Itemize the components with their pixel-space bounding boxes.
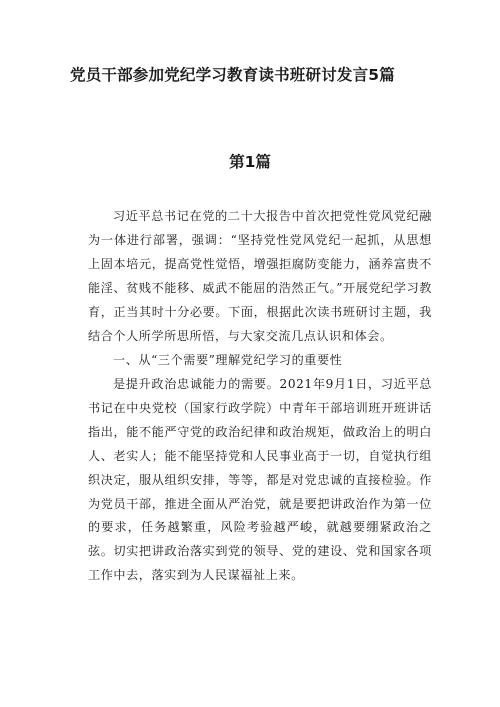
section-heading: 第1篇 — [229, 153, 271, 171]
paragraph-political-loyalty: 是提升政治忠诚能力的需要。2021年9月1日，习近平总书记在中央党校（国家行政学院）中青年干部培训班开班讲话指出，能不能严守党的政治纪律和政治规矩，做政治上的明白人、老实人；能不能坚持党和人民事业高于一切，自觉执行组织决定，服从组织安排，等等，都是对党忠诚的直接检验。作为党员干部，推进全面从严治党，就是要把讲政治作为第一位的要求，任务越繁重，风险考验越严峻，就越要绷紧政治之弦。切实把讲政治落实到党的领导、党的建设、党和国家各项工作中去，落实到为人民谋福祉上来。 — [88, 377, 432, 583]
subheading-one: 一、从“三个需要”理解党纪学习的重要性 — [113, 353, 343, 367]
document-title: 党员干部参加党纪学习教育读书班研讨发言5篇 — [70, 66, 395, 84]
paragraph-intro: 习近平总书记在党的二十大报告中首次把党性党风党纪融为一体进行部署，强调：“坚持党性党风党纪一起抓，从思想上固本培元，提高党性觉悟，增强拒腐防变能力，涵养富贵不能淫、贫贱不能移、威武不能屈的浩然正气。”开展党纪学习教育，正当其时十分必要。下面，根据此次读书班研讨主题，我结合个人所学所思所悟，与大家交流几点认识和体会。 — [88, 209, 432, 343]
